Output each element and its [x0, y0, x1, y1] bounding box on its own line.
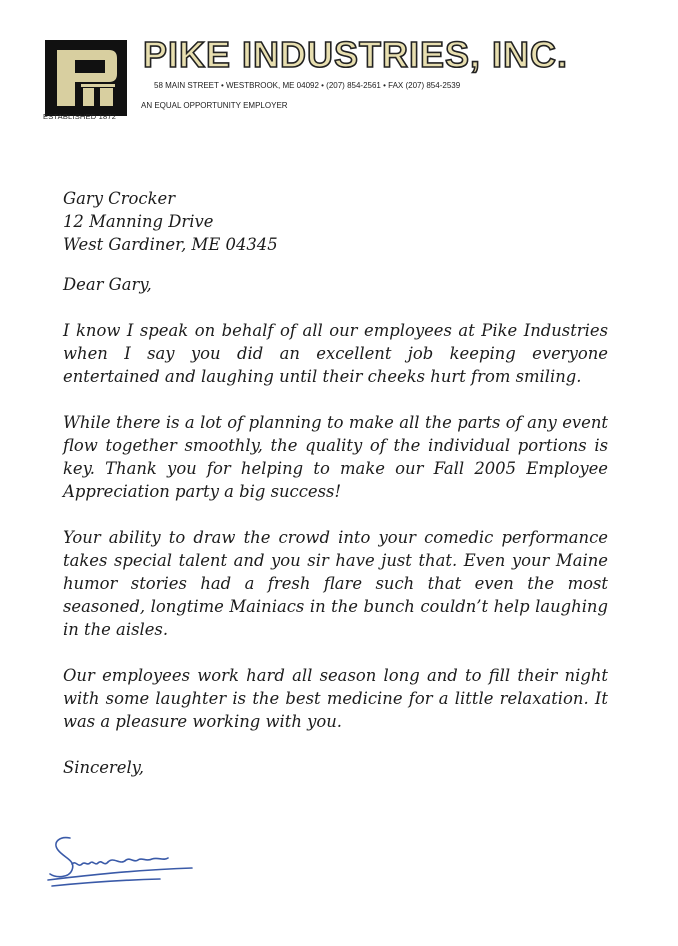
recipient-street: 12 Manning Drive: [63, 212, 214, 231]
paragraph-1: I know I speak on behalf of all our employees at Pike Industries when I say you did an excellent job keeping everyone entertained and laughing until their cheeks hurt from smiling.: [63, 321, 608, 386]
closing: Sincerely,: [63, 758, 144, 777]
paragraph-3: Your ability to draw the crowd into your comedic performance takes special talent and you sir have just that. Even your Maine humor stories had a fresh flare such that even the most seasoned, longtime Mainiacs in the bunch couldn’t help laughing in the aisles.: [63, 528, 608, 639]
equal-opportunity-tagline: AN EQUAL OPPORTUNITY EMPLOYER: [141, 101, 288, 110]
salutation: Dear Gary,: [63, 275, 152, 294]
recipient-name: Gary Crocker: [63, 189, 176, 208]
letter-body: [63, 187, 608, 779]
pike-pi-logo-icon: [45, 40, 127, 116]
company-logo: [45, 40, 127, 116]
paragraph-2: While there is a lot of planning to make all the parts of any event flow together smoothly, the quality of the individual portions is key. Thank you for helping to make our Fall 2005 Employee Appreciation party a big success!: [63, 413, 608, 501]
recipient-city: West Gardiner, ME 04345: [63, 235, 278, 254]
company-address: 58 MAIN STREET • WESTBROOK, ME 04092 • (207) 854-2561 • FAX (207) 854-2539: [154, 81, 461, 90]
handwritten-signature: [42, 830, 202, 900]
company-name: PIKE INDUSTRIES, INC.: [143, 34, 569, 75]
paragraph-4: Our employees work hard all season long and to fill their night with some laughter is the best medicine for a little relaxation. It was a pleasure working with you.: [63, 666, 608, 731]
established-label: ESTABLISHED 1872: [43, 112, 117, 121]
signature-icon: [42, 830, 202, 900]
recipient-address: [63, 187, 608, 256]
